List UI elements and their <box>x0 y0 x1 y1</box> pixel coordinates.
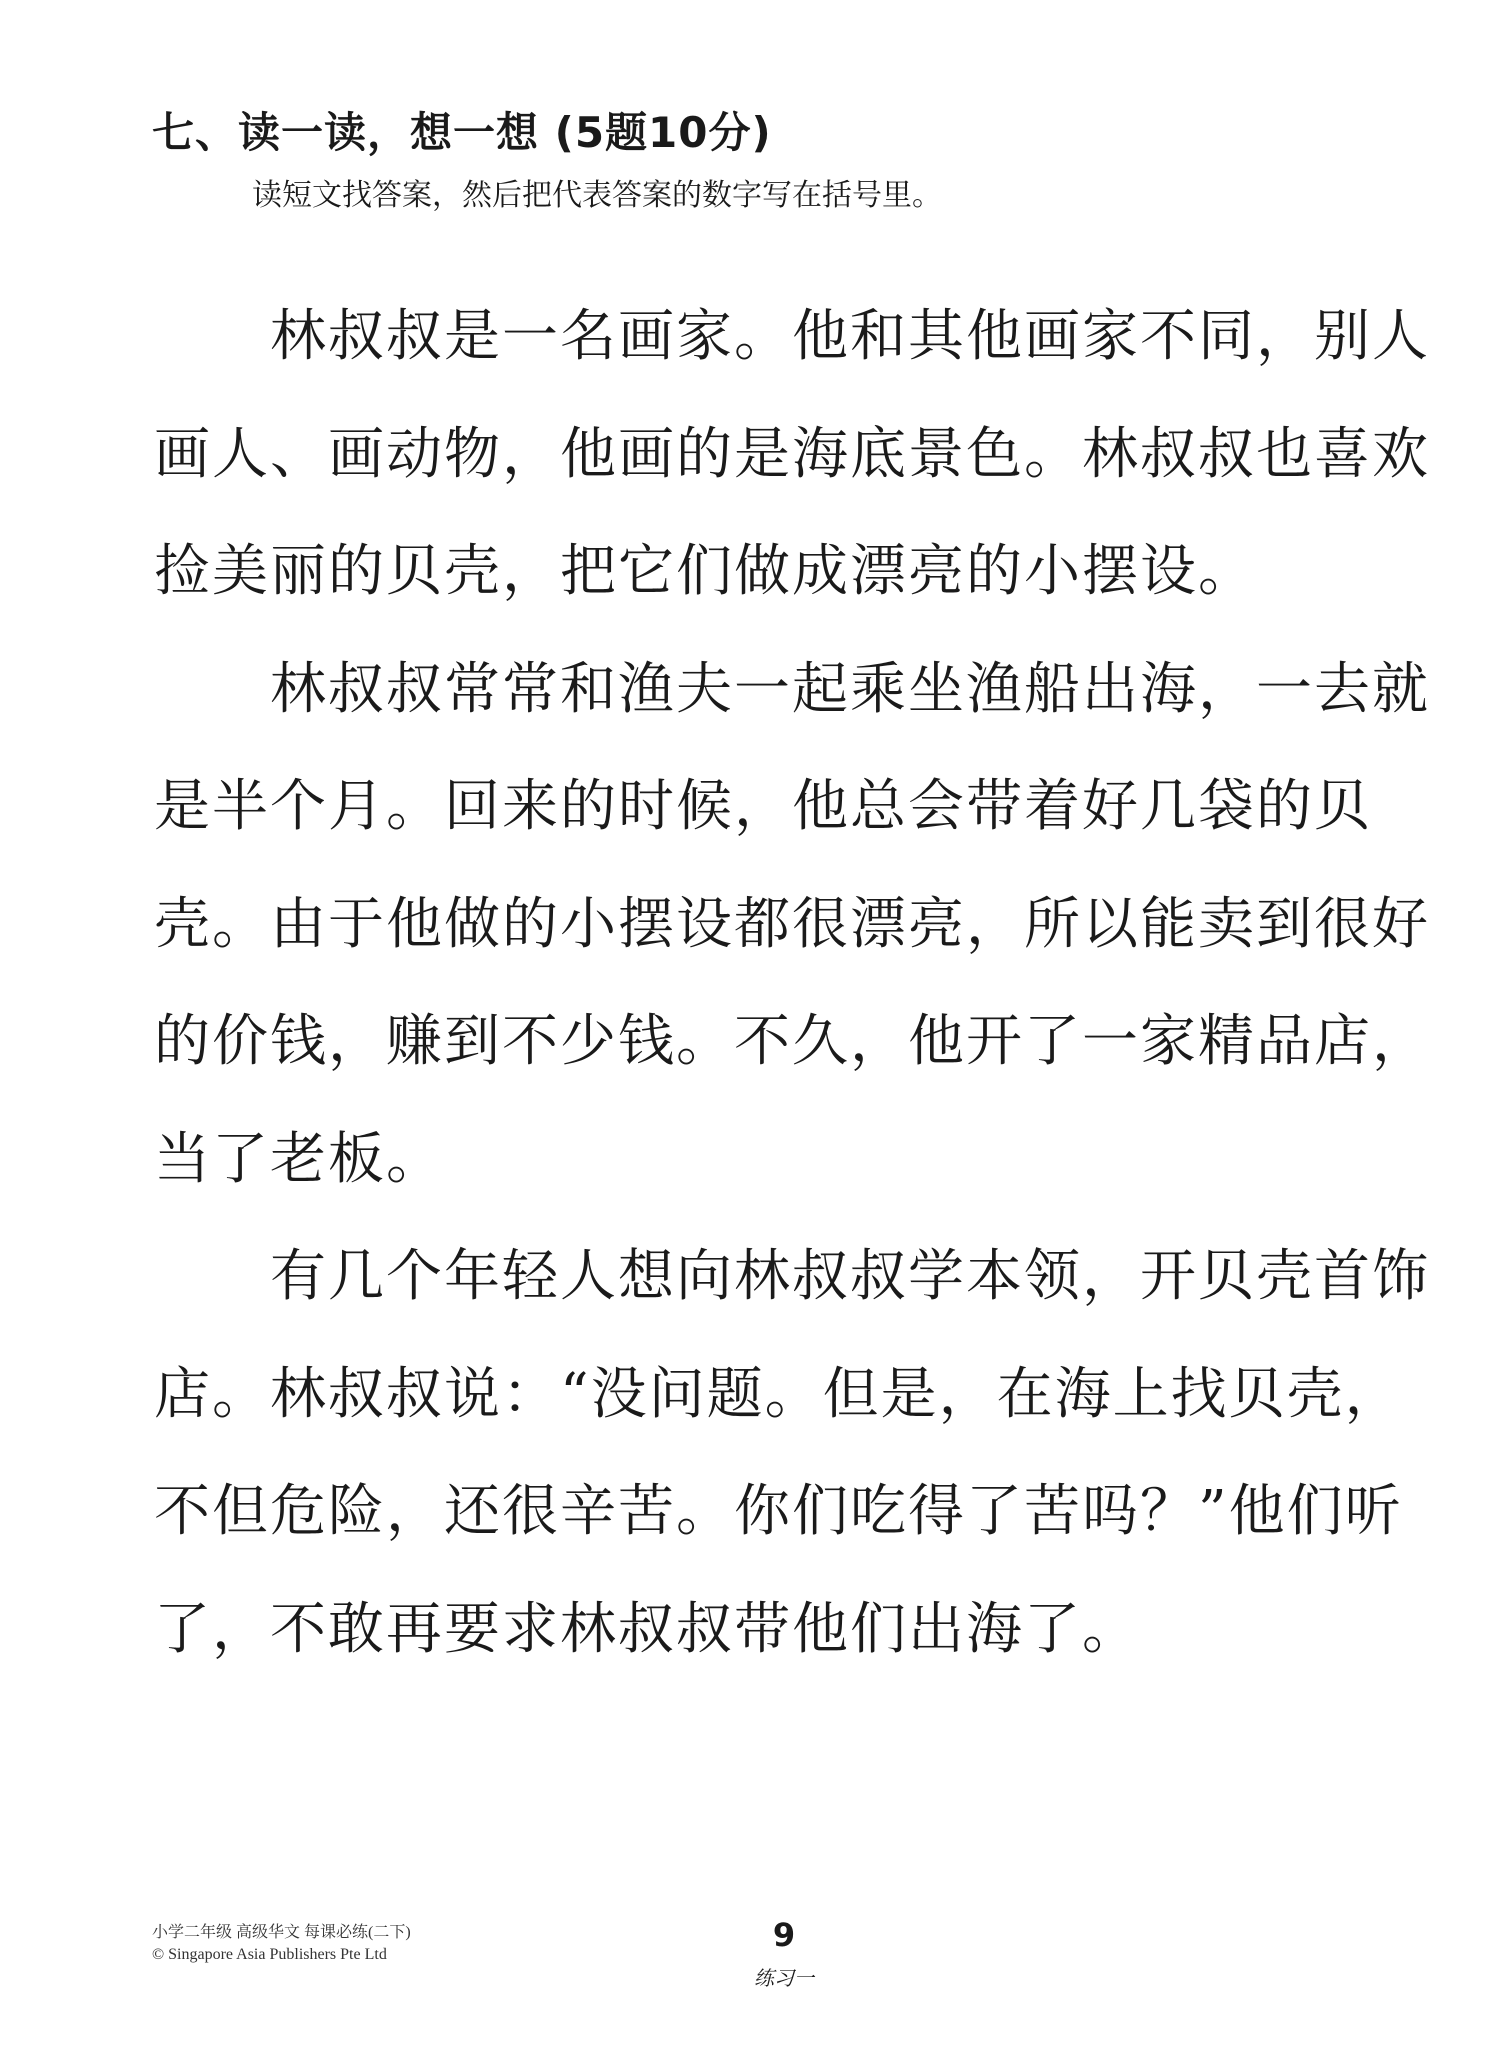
passage-line: 林叔叔常常和渔夫一起乘坐渔船出海，一去就 <box>270 656 1430 722</box>
section-title: 七、读一读，想一想 (5题10分) <box>152 108 772 157</box>
passage-line: 了，不敢再要求林叔叔带他们出海了。 <box>154 1596 1140 1662</box>
instruction-text: 读短文找答案，然后把代表答案的数字写在括号里。 <box>252 178 942 213</box>
copyright: © Singapore Asia Publishers Pte Ltd <box>152 1946 387 1963</box>
reading-passage <box>154 292 1444 1702</box>
passage-line: 的价钱，赚到不少钱。不久，他开了一家精品店， <box>154 1009 1430 1074</box>
passage-line: 不但危险，还很辛苦。你们吃得了苦吗？”他们听 <box>154 1479 1403 1544</box>
passage-line: 画人、画动物，他画的是海底景色。林叔叔也喜欢 <box>154 421 1430 487</box>
passage-line: 店。林叔叔说：“没问题。但是，在海上找贝壳， <box>154 1361 1403 1427</box>
passage-line: 捡美丽的贝壳，把它们做成漂亮的小摆设。 <box>154 539 1256 604</box>
page-number: 9 <box>772 1916 796 1954</box>
section-label: 练习一 <box>754 1966 814 1990</box>
book-title: 小学二年级 高级华文 每课必练(二下) <box>152 1924 411 1941</box>
passage-line: 当了老板。 <box>154 1126 444 1192</box>
passage-line: 是半个月。回来的时候，他总会带着好几袋的贝 <box>154 774 1372 839</box>
footer-info <box>152 1922 411 1966</box>
passage-line: 壳。由于他做的小摆设都很漂亮，所以能卖到很好 <box>154 891 1430 957</box>
passage-line: 林叔叔是一名画家。他和其他画家不同，别人 <box>270 304 1430 369</box>
passage-line: 有几个年轻人想向林叔叔学本领，开贝壳首饰 <box>270 1244 1430 1309</box>
